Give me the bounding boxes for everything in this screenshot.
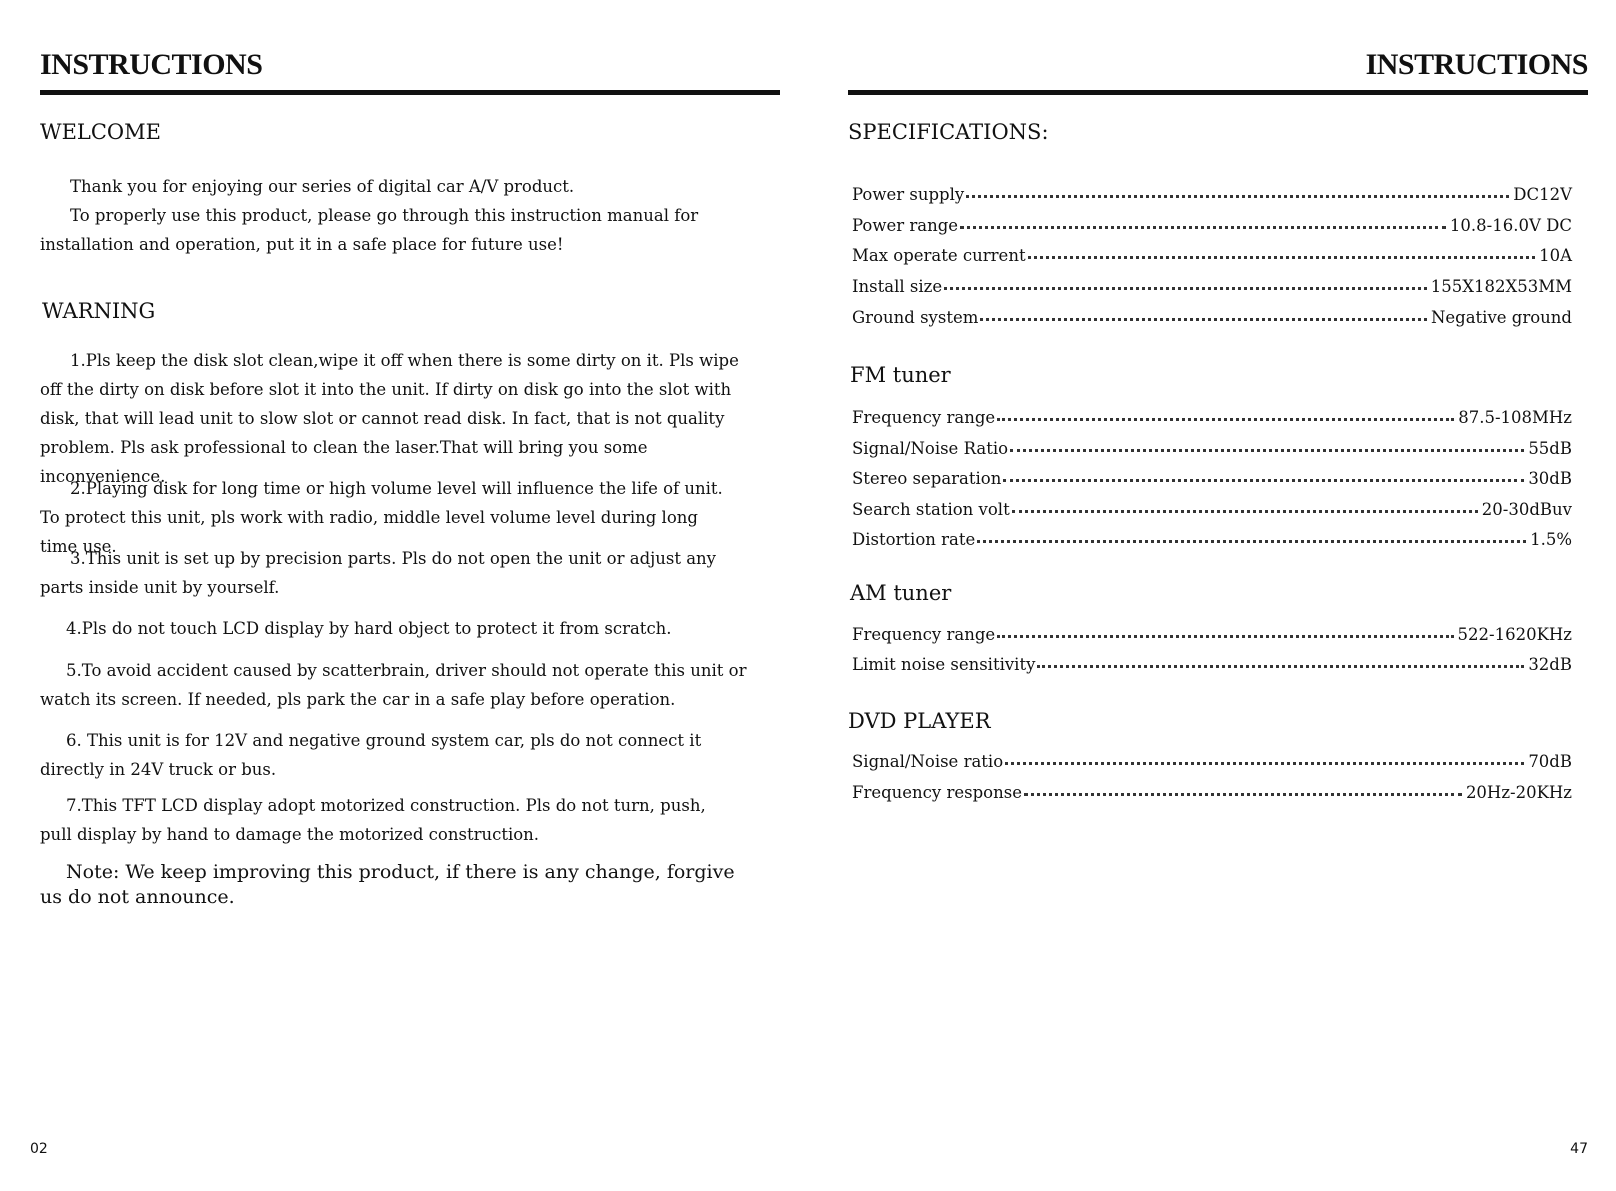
spec-row-am-limit-noise-sensitivity (852, 646, 1572, 674)
dot-leader (997, 418, 1454, 421)
spec-value: 30dB (1528, 469, 1572, 488)
dot-leader (1037, 665, 1524, 668)
spec-label: Frequency range (852, 625, 996, 644)
spec-label: Power supply (852, 185, 965, 204)
left-page (30, 0, 780, 1191)
spec-label: Install size (852, 277, 943, 296)
spec-label: Max operate current (852, 246, 1026, 265)
spec-value: 10.8-16.0V DC (1449, 216, 1572, 235)
dot-leader (966, 195, 1509, 198)
dot-leader (1005, 762, 1524, 765)
spec-label: Signal/Noise ratio (852, 752, 1004, 771)
spec-label: Limit noise sensitivity (852, 655, 1036, 674)
page-title: INSTRUCTIONS (40, 48, 263, 81)
dot-leader (944, 287, 1427, 290)
spec-row-max-operate-current (852, 237, 1572, 265)
warning-heading: WARNING (42, 299, 156, 323)
spec-value: 20-30dBuv (1481, 500, 1572, 519)
warning-item-6: 6. This unit is for 12V and negative ground system car, pls do not connect it directly in 24V truck or bus. (40, 731, 702, 779)
spec-row-fm-signal-noise (852, 430, 1572, 458)
dot-leader (997, 635, 1453, 638)
spec-row-power-supply (852, 176, 1572, 204)
spec-row-dvd-frequency-response (852, 774, 1572, 802)
dot-leader (1010, 449, 1524, 452)
am-tuner-heading: AM tuner (850, 581, 952, 605)
spec-row-ground-system (852, 299, 1572, 327)
welcome-paragraph-2: To properly use this product, please go through this instruction manual for installation and operation, put it in a safe place for future use! (40, 206, 699, 254)
dot-leader (960, 226, 1446, 229)
page-number: 02 (30, 1141, 48, 1157)
spec-row-install-size (852, 268, 1572, 296)
welcome-heading: WELCOME (40, 120, 161, 144)
spec-value: 20Hz-20KHz (1465, 783, 1572, 802)
spec-row-fm-stereo-separation (852, 460, 1572, 488)
spec-row-am-frequency-range (852, 616, 1572, 644)
dvd-player-heading: DVD PLAYER (848, 709, 991, 733)
spec-label: Search station volt (852, 500, 1010, 519)
spec-value: DC12V (1513, 185, 1572, 204)
spec-row-fm-distortion-rate (852, 521, 1572, 549)
spec-value: 522-1620KHz (1457, 625, 1572, 644)
welcome-paragraph-1: Thank you for enjoying our series of digital car A/V product. (70, 177, 575, 196)
spec-value: 155X182X53MM (1430, 277, 1572, 296)
fm-tuner-heading: FM tuner (850, 363, 951, 387)
title-rule (40, 90, 780, 95)
page-number: 47 (1570, 1141, 1588, 1157)
spec-row-fm-frequency-range (852, 399, 1572, 427)
spec-value: 87.5-108MHz (1458, 408, 1572, 427)
spec-value: 32dB (1528, 655, 1572, 674)
dot-leader (1028, 256, 1536, 259)
specifications-heading: SPECIFICATIONS: (848, 120, 1049, 144)
spec-label: Stereo separation (852, 469, 1002, 488)
spec-value: 70dB (1528, 752, 1572, 771)
warning-item-5: 5.To avoid accident caused by scatterbrain, driver should not operate this unit or watch its screen. If needed, pls park the car in a safe play before operation. (40, 661, 747, 709)
spec-label: Ground system (852, 308, 979, 327)
spec-value: Negative ground (1430, 308, 1572, 327)
page-title: INSTRUCTIONS (1365, 48, 1588, 81)
spec-label: Power range (852, 216, 959, 235)
spec-row-dvd-signal-noise (852, 743, 1572, 771)
warning-item-7: 7.This TFT LCD display adopt motorized construction. Pls do not turn, push, pull display by hand to damage the motorized construction. (40, 796, 706, 844)
dot-leader (1024, 793, 1462, 796)
spec-row-power-range (852, 207, 1572, 235)
spec-value: 10A (1539, 246, 1572, 265)
spec-label: Distortion rate (852, 530, 976, 549)
dot-leader (980, 318, 1427, 321)
warning-item-2: 2.Playing disk for long time or high volume level will influence the life of unit. To protect this unit, pls work with radio, middle level volume level during long time use. (40, 479, 723, 556)
spec-label: Frequency response (852, 783, 1022, 802)
title-rule (848, 90, 1588, 95)
right-page (848, 0, 1588, 1191)
dot-leader (1012, 510, 1478, 513)
warning-item-4: 4.Pls do not touch LCD display by hard object to protect it from scratch. (66, 619, 672, 638)
spec-value: 1.5% (1530, 530, 1572, 549)
spec-label: Frequency range (852, 408, 996, 427)
dot-leader (1003, 479, 1524, 482)
warning-item-3: 3.This unit is set up by precision parts. Pls do not open the unit or adjust any parts inside unit by yourself. (40, 549, 716, 597)
spec-value: 55dB (1528, 439, 1572, 458)
spec-row-fm-search-station-volt (852, 491, 1572, 519)
note-paragraph: Note: We keep improving this product, if there is any change, forgive us do not announce. (40, 861, 735, 908)
spec-label: Signal/Noise Ratio (852, 439, 1009, 458)
warning-item-1: 1.Pls keep the disk slot clean,wipe it off when there is some dirty on it. Pls wipe off the dirty on disk before slot it into the unit. If dirty on disk go into the slot with disk, that will lead unit to slow slot or cannot read disk. In fact, that is not quality problem. Pls ask professional to clean the laser.That will bring you some inconvenience. (40, 351, 739, 486)
dot-leader (977, 540, 1526, 543)
